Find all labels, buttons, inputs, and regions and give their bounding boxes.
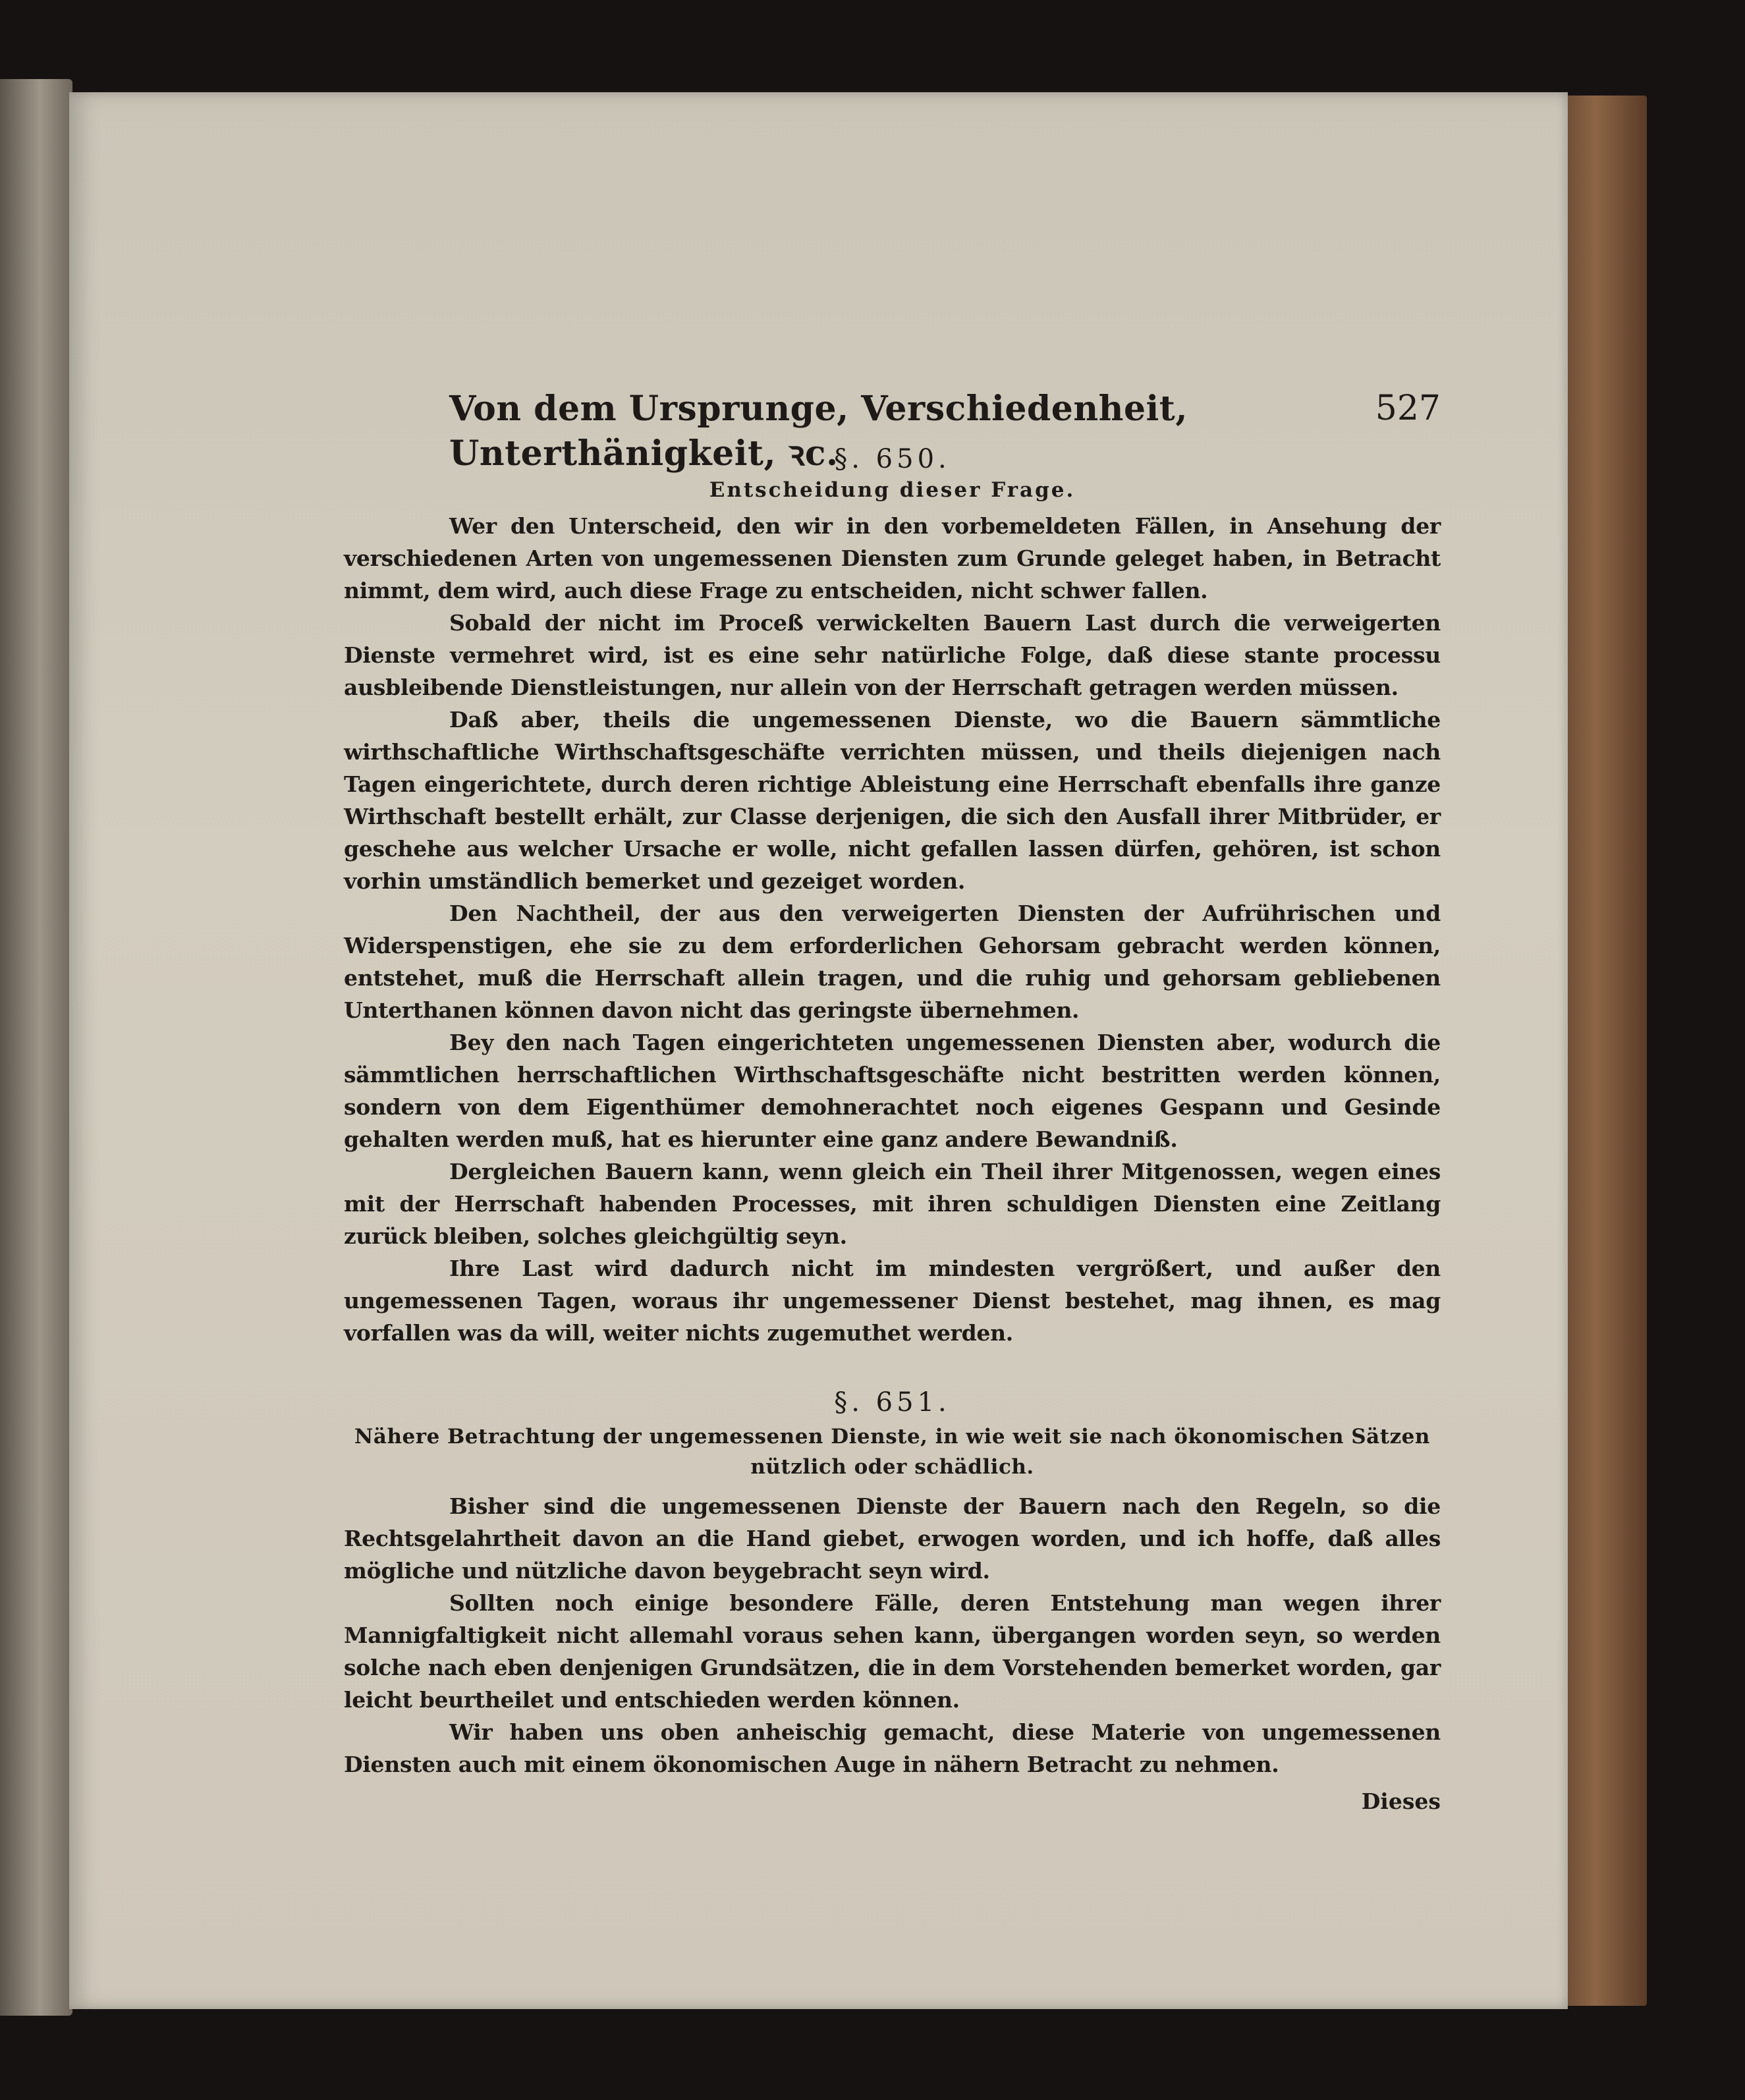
section-mark: §. 650.	[834, 444, 951, 474]
paragraph: Sollten noch einige besondere Fälle, deren Entstehung man wegen ihrer Mannigfaltigkeit nicht allemahl voraus sehen kann, übergangen worden seyn, so werden solche nach eben denjenigen Grundsätzen, die in dem Vorstehenden bemerket worden, gar leicht beurtheilet und entschieden werden können.	[344, 1590, 1441, 1713]
page-number: 527	[1375, 389, 1441, 428]
book-page	[69, 92, 1568, 2009]
paragraph: Bisher sind die ungemessenen Dienste der Bauern nach den Regeln, so die Rechtsgelahrtheit davon an die Hand giebet, erwogen worden, und ich hoffe, daß alles mögliche und nützliche davon beygebracht seyn wird.	[344, 1493, 1441, 1584]
paragraph: Sobald der nicht im Proceß verwickelten Bauern Last durch die verweigerten Dienste vermehret wird, ist es eine sehr natürliche Folge, daß diese stante processu ausbleibende Dienstleistungen, nur allein von der Herrschaft getragen werden müssen.	[344, 610, 1441, 700]
section-heading: Nähere Betrachtung der ungemessenen Dienste, in wie weit sie nach ökonomischen Sätzen nützlich oder schädlich.	[354, 1425, 1430, 1479]
paragraph: Bey den nach Tagen eingerichteten ungemessenen Diensten aber, wodurch die sämmtlichen herrschaftlichen Wirthschaftsgeschäfte nicht bestritten werden können, sondern von dem Eigenthümer demohnerachtet noch eigenes Gespann und Gesinde gehalten werden muß, hat es hierunter eine ganz andere Bewandniß.	[344, 1030, 1441, 1152]
section-heading: Entscheidung dieser Frage.	[709, 478, 1076, 502]
section-mark: §. 651.	[834, 1387, 951, 1418]
paragraph: Den Nachtheil, der aus den verweigerten Diensten der Aufrührischen und Widerspenstigen, ehe sie zu dem erforderlichen Gehorsam gebracht werden können, entstehet, muß die Herrschaft allein tragen, und die ruhig und gehorsam gebliebenen Unterthanen können davon nicht das geringste übernehmen.	[344, 900, 1441, 1023]
paragraph: Wer den Unterscheid, den wir in den vorbemeldeten Fällen, in Ansehung der verschiedenen Arten von ungemessenen Diensten zum Grunde geleget haben, in Betracht nimmt, dem wird, auch diese Frage zu entscheiden, nicht schwer fallen.	[344, 513, 1441, 603]
paragraph: Wir haben uns oben anheischig gemacht, diese Materie von ungemessenen Diensten auch mit einem ökonomischen Auge in nähern Betracht zu nehmen.	[344, 1719, 1441, 1777]
catchword: Dieses	[1361, 1788, 1441, 1814]
left-page-edge	[0, 79, 72, 2016]
paragraph: Dergleichen Bauern kann, wenn gleich ein Theil ihrer Mitgenossen, wegen eines mit der Herrschaft habenden Processes, mit ihren schuldigen Diensten eine Zeitlang zurück bleiben, solches gleichgültig seyn.	[344, 1159, 1441, 1249]
running-head-title: Von dem Ursprunge, Verschiedenheit, Unterthänigkeit, ꝛc.	[449, 389, 1188, 474]
paragraph: Daß aber, theils die ungemessenen Dienste, wo die Bauern sämmtliche wirthschaftliche Wirthschaftsgeschäfte verrichten müssen, und theils diejenigen nach Tagen eingerichtete, durch deren richtige Ableistung eine Herrschaft ebenfalls ihre ganze Wirthschaft bestellt erhält, zur Classe derjenigen, die sich den Ausfall ihrer Mitbrüder, er geschehe aus welcher Ursache er wolle, nicht gefallen lassen dürfen, gehören, ist schon vorhin umständlich bemerket und gezeiget worden.	[344, 707, 1441, 894]
book-cover-edge	[1561, 96, 1647, 2006]
text-block	[344, 389, 1441, 1814]
paragraph: Ihre Last wird dadurch nicht im mindesten vergrößert, und außer den ungemessenen Tagen, woraus ihr ungemessener Dienst bestehet, mag ihnen, es mag vorfallen was da will, weiter nichts zugemuthet werden.	[344, 1256, 1441, 1346]
section-gap	[344, 1349, 1441, 1385]
